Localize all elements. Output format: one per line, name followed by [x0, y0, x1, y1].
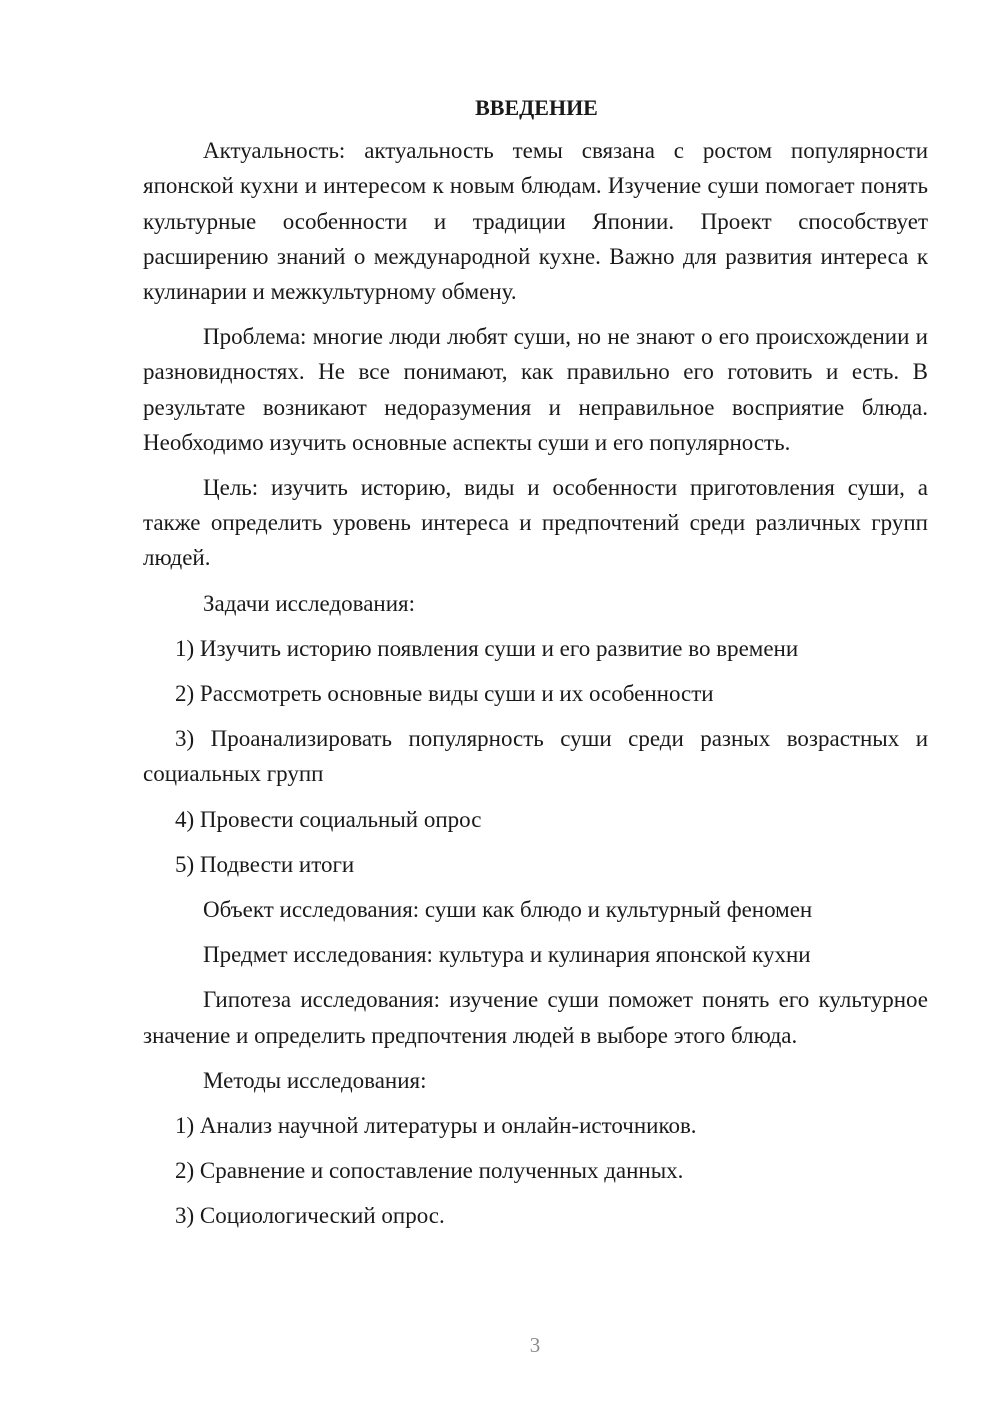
object-line: Объект исследования: суши как блюдо и культурный феномен	[203, 897, 813, 923]
task-item: 4) Провести социальный опрос	[175, 806, 482, 832]
task-item: 2) Рассмотреть основные виды суши и их особенности	[175, 681, 714, 707]
method-item: 1) Анализ научной литературы и онлайн-источников.	[175, 1113, 697, 1139]
problem-paragraph: Проблема: многие люди любят суши, но не знают о его происхождении и разновидностях. Не все понимают, как правильно его готовить и есть. В результате возникают недоразумения и неправильное восприятие блюда. Необходимо изучить основные аспекты суши и его популярность.	[143, 324, 928, 455]
section-title: ВВЕДЕНИЕ	[475, 95, 598, 120]
relevance-paragraph: Актуальность: актуальность темы связана с ростом популярности японской кухни и интересом к новым блюдам. Изучение суши помогает понять культурные особенности и традиции Японии. Проект способствует расширению знаний о международной кухне. Важно для развития интереса к кулинарии и межкультурному обмену.	[143, 138, 928, 305]
page-number: 3	[529, 1333, 541, 1357]
method-item: 3) Социологический опрос.	[175, 1203, 445, 1229]
hypothesis-paragraph: Гипотеза исследования: изучение суши поможет понять его культурное значение и определить предпочтения людей в выборе этого блюда.	[143, 987, 928, 1048]
subject-line: Предмет исследования: культура и кулинария японской кухни	[203, 942, 811, 968]
method-item: 2) Сравнение и сопоставление полученных данных.	[175, 1158, 684, 1184]
task-item: 5) Подвести итоги	[175, 851, 355, 877]
document-page	[143, 90, 928, 1244]
tasks-heading: Задачи исследования:	[203, 590, 416, 616]
goal-paragraph: Цель: изучить историю, виды и особенности приготовления суши, а также определить уровень интереса и предпочтений среди различных групп людей.	[143, 475, 928, 571]
methods-heading: Методы исследования:	[203, 1067, 427, 1093]
task-item: 1) Изучить историю появления суши и его развитие во времени	[175, 635, 799, 661]
task-item: 3) Проанализировать популярность суши среди разных возрастных и социальных групп	[143, 726, 928, 787]
